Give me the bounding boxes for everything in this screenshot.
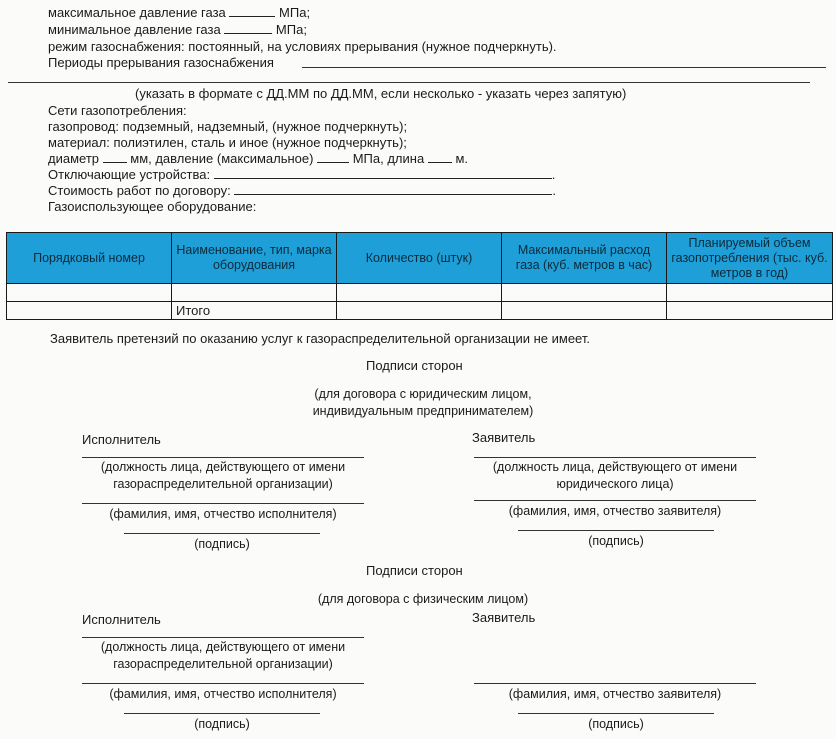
diameter-blank[interactable] <box>103 151 127 163</box>
supply-mode-line: режим газоснабжения: постоянный, на условиях прерывания (нужное подчеркнуть). <box>48 39 557 54</box>
max-pressure-unit: МПа; <box>279 5 311 20</box>
applicant-name-caption-2: (фамилия, имя, отчество заявителя) <box>508 687 722 701</box>
cost-blank[interactable] <box>234 183 552 195</box>
legal-entity-note-line1: (для договора с юридическим лицом, <box>314 387 532 401</box>
diameter-line <box>48 151 468 166</box>
applicant-signature-blank[interactable] <box>518 530 714 531</box>
equipment-label: Газоиспользующее оборудование: <box>48 199 257 214</box>
length-blank[interactable] <box>428 151 452 163</box>
executor-position-caption-2a: (должность лица, действующего от имени <box>100 640 346 654</box>
pressure-blank[interactable] <box>317 151 349 163</box>
claims-statement: Заявитель претензий по оказанию услуг к газораспределительной организации не имеет. <box>50 331 590 346</box>
executor-position-caption-1: (должность лица, действующего от имени <box>100 460 346 474</box>
equipment-table <box>6 232 833 320</box>
applicant-signature-caption: (подпись) <box>588 534 644 548</box>
applicant-name-blank[interactable] <box>474 500 756 501</box>
executor-position-blank-2[interactable] <box>82 637 364 638</box>
applicant-label: Заявитель <box>472 430 536 445</box>
applicant-position-blank[interactable] <box>474 457 756 458</box>
shutoff-line <box>48 167 555 182</box>
executor-position-caption-2b: газораспределительной организации) <box>113 657 333 671</box>
table-cell[interactable] <box>7 302 172 320</box>
executor-label: Исполнитель <box>82 432 161 447</box>
executor-name-caption-2: (фамилия, имя, отчество исполнителя) <box>109 687 337 701</box>
legal-entity-note-line2: индивидуальным предпринимателем) <box>312 404 534 418</box>
shutoff-label: Отключающие устройства: <box>48 167 211 182</box>
executor-signature-caption: (подпись) <box>194 537 250 551</box>
signatures-title-2: Подписи сторон <box>366 563 463 578</box>
max-pressure-line <box>48 5 310 20</box>
material-line: материал: полиэтилен, сталь и иное (нужное подчеркнуть); <box>48 135 407 150</box>
min-pressure-label: минимальное давление газа <box>48 22 221 37</box>
length-unit: м. <box>455 151 468 166</box>
table-cell[interactable] <box>667 302 833 320</box>
applicant-name-blank-2[interactable] <box>474 683 756 684</box>
table-cell[interactable] <box>172 284 337 302</box>
table-cell[interactable] <box>502 302 667 320</box>
executor-name-caption: (фамилия, имя, отчество исполнителя) <box>109 507 337 521</box>
networks-title: Сети газопотребления: <box>48 103 187 118</box>
applicant-signature-blank-2[interactable] <box>518 713 714 714</box>
table-header-cell: Наименование, тип, марка оборудования <box>172 233 337 284</box>
shutoff-end: . <box>551 167 556 182</box>
pressure-unit: МПа, длина <box>352 151 425 166</box>
min-pressure-line <box>48 22 307 37</box>
shutoff-blank[interactable] <box>214 167 552 179</box>
executor-position-blank[interactable] <box>82 457 364 458</box>
min-pressure-unit: МПа; <box>275 22 307 37</box>
applicant-position-caption-1: (должность лица, действующего от имени <box>492 460 738 474</box>
table-cell[interactable] <box>7 284 172 302</box>
interruption-periods-blank[interactable] <box>302 67 826 68</box>
executor-label-2: Исполнитель <box>82 612 161 627</box>
executor-signature-blank-2[interactable] <box>124 713 320 714</box>
table-row <box>7 284 833 302</box>
table-row-total <box>7 302 833 320</box>
diameter-unit: мм, давление (максимальное) <box>130 151 314 166</box>
interruption-periods-label: Периоды прерывания газоснабжения <box>48 55 274 70</box>
executor-name-blank[interactable] <box>82 503 364 504</box>
diameter-label: диаметр <box>48 151 99 166</box>
table-cell[interactable] <box>337 302 502 320</box>
min-pressure-blank[interactable] <box>224 22 272 34</box>
table-cell-total-label: Итого <box>172 302 337 320</box>
table-cell[interactable] <box>337 284 502 302</box>
pipeline-line: газопровод: подземный, надземный, (нужное подчеркнуть); <box>48 119 408 134</box>
max-pressure-label: максимальное давление газа <box>48 5 226 20</box>
cost-label: Стоимость работ по договору: <box>48 183 231 198</box>
applicant-name-caption: (фамилия, имя, отчество заявителя) <box>508 504 722 518</box>
table-header-cell: Порядковый номер <box>7 233 172 284</box>
applicant-position-caption-2: юридического лица) <box>556 477 674 491</box>
applicant-signature-caption-2: (подпись) <box>588 717 644 731</box>
signatures-title: Подписи сторон <box>366 358 463 373</box>
max-pressure-blank[interactable] <box>229 5 275 17</box>
executor-signature-blank[interactable] <box>124 533 320 534</box>
table-header-cell: Максимальный расход газа (куб. метров в час) <box>502 233 667 284</box>
table-cell[interactable] <box>667 284 833 302</box>
executor-signature-caption-2: (подпись) <box>194 717 250 731</box>
table-cell[interactable] <box>502 284 667 302</box>
table-header-cell: Планируемый объем газопотребления (тыс. куб. метров в год) <box>667 233 833 284</box>
executor-position-caption-2: газораспределительной организации) <box>113 477 333 491</box>
cost-end: . <box>552 183 556 198</box>
applicant-label-2: Заявитель <box>472 610 536 625</box>
table-header-cell: Количество (штук) <box>337 233 502 284</box>
individual-note: (для договора с физическим лицом) <box>317 592 529 606</box>
cost-line <box>48 183 556 198</box>
executor-name-blank-2[interactable] <box>82 683 364 684</box>
interruption-periods-blank-2[interactable] <box>8 82 810 83</box>
table-header-row <box>7 233 833 284</box>
date-format-note: (указать в формате с ДД.ММ по ДД.ММ, если несколько - указать через запятую) <box>135 86 627 101</box>
